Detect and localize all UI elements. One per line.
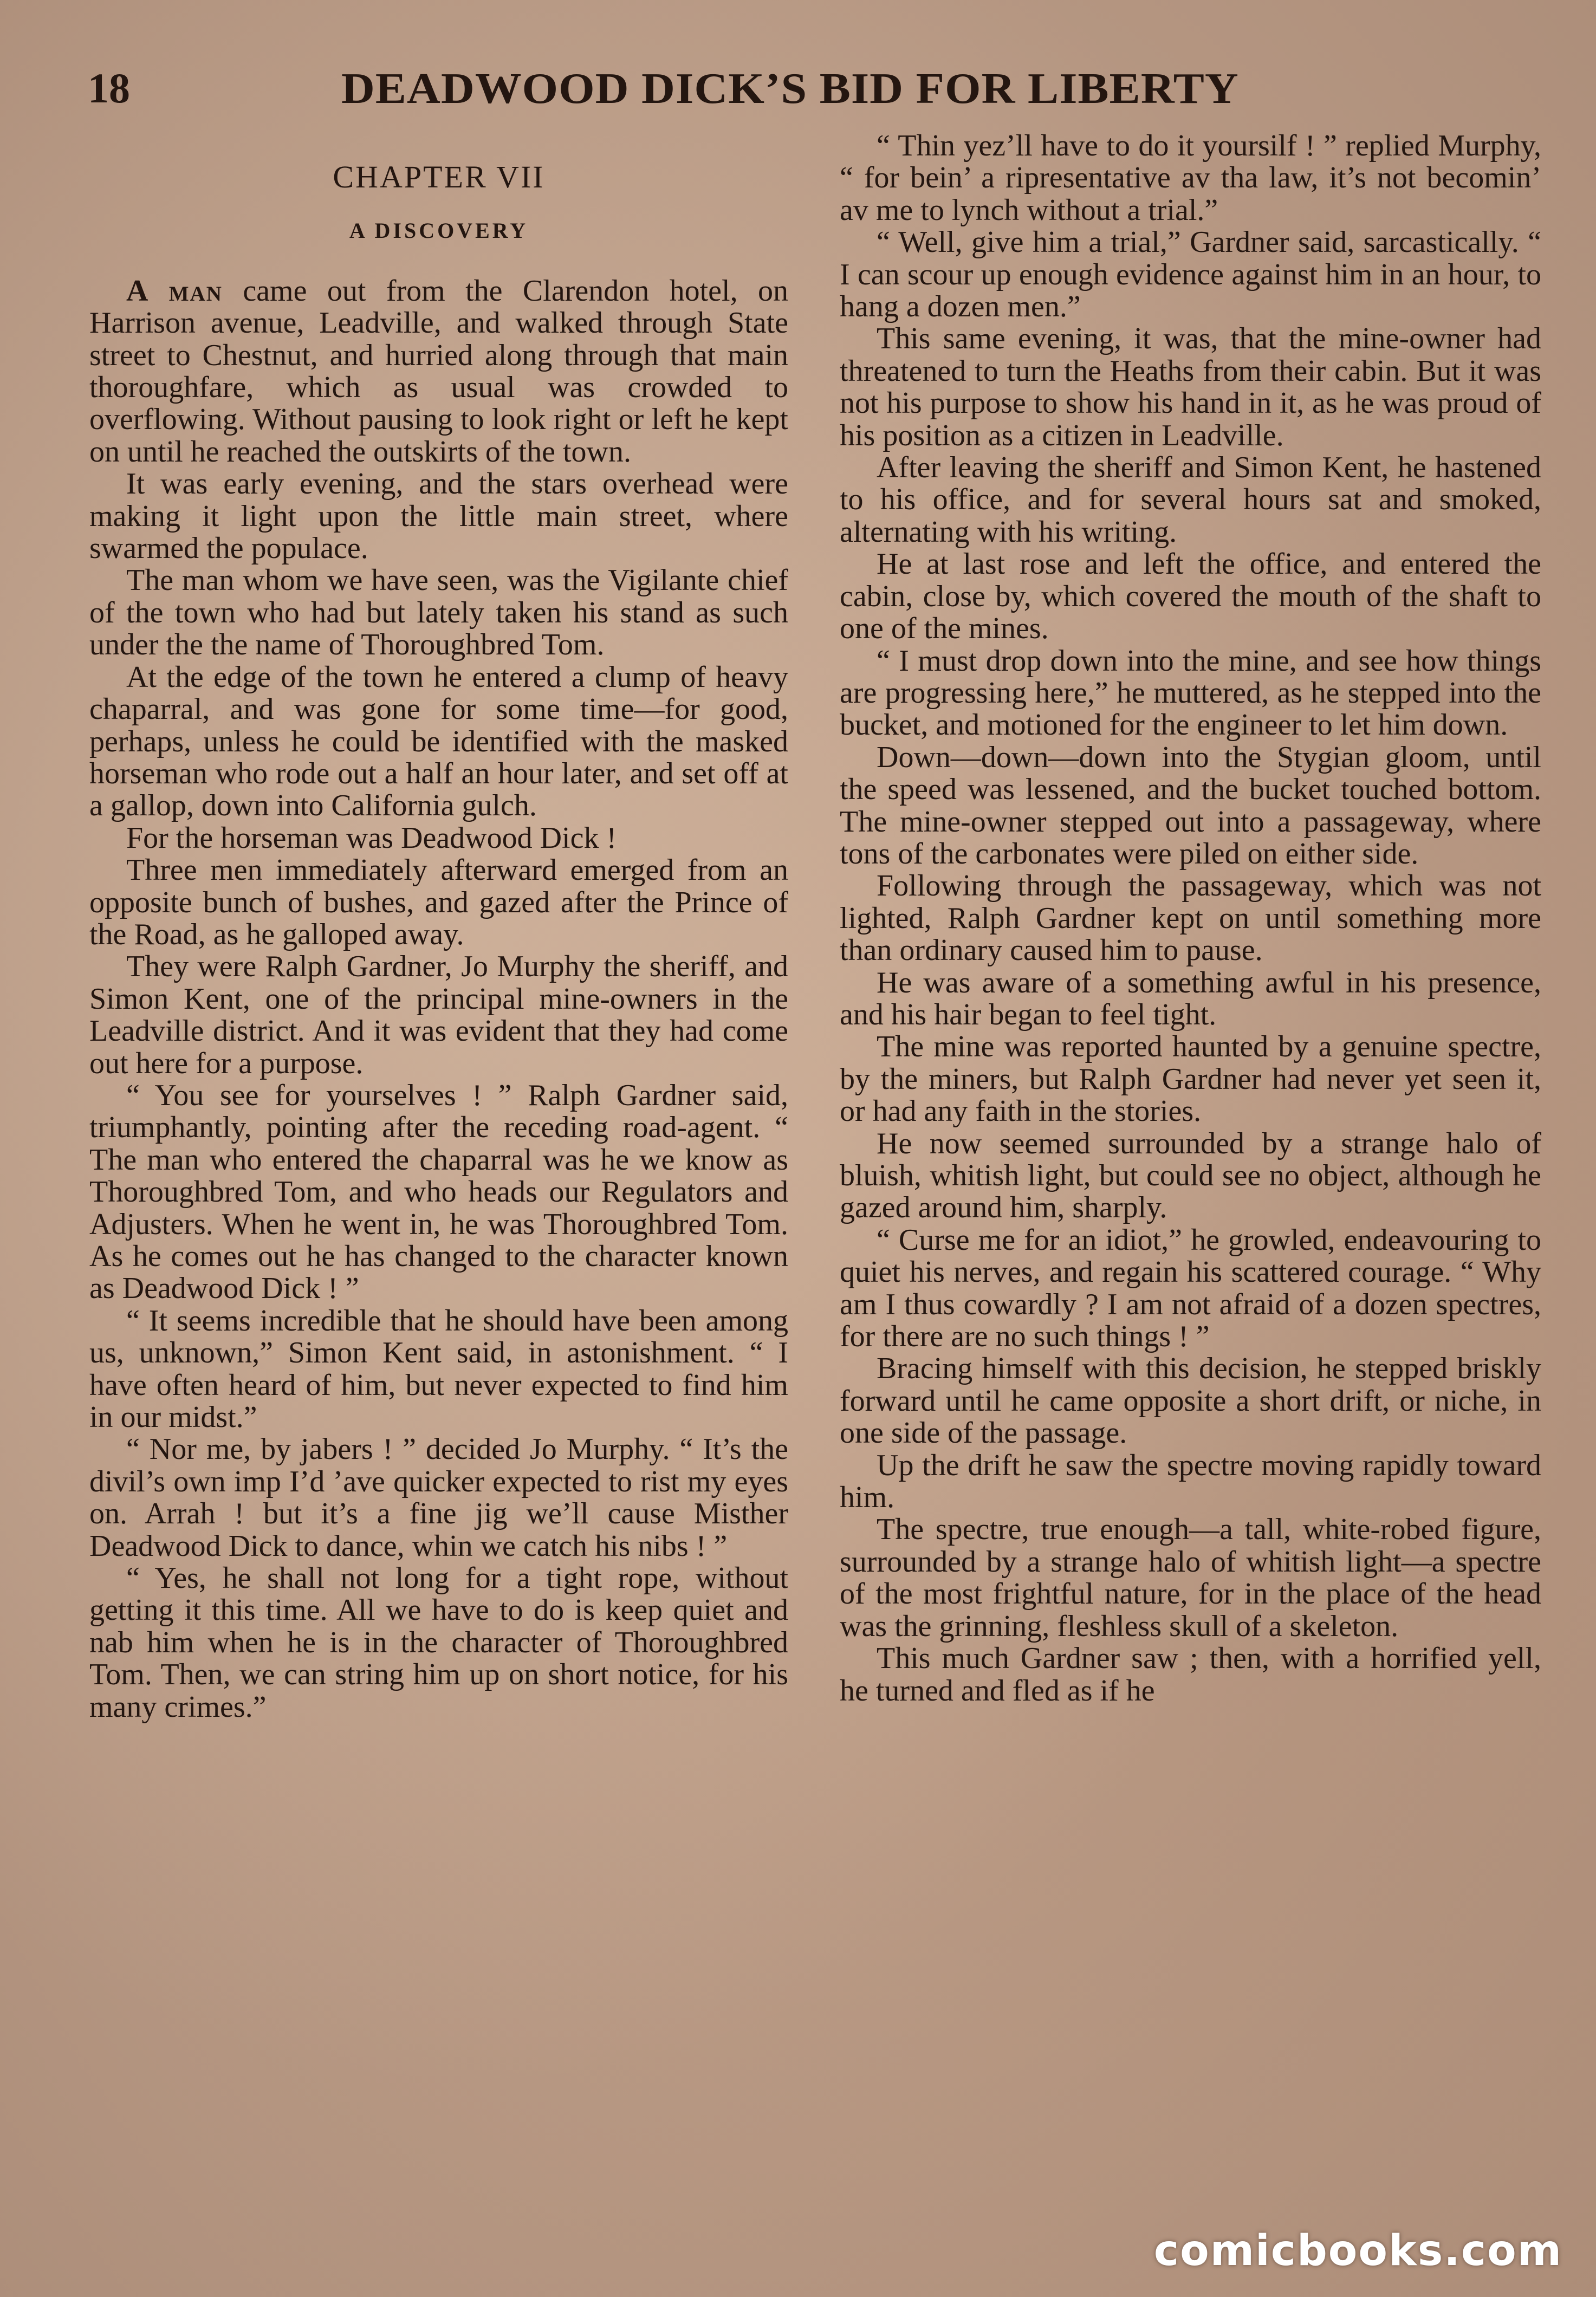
chapter-heading: CHAPTER VII xyxy=(333,159,545,194)
paragraph: The man whom we have seen, was the Vigilante chief of the town who had but lately taken his stand as such under the the name of Thoroughbred Tom. xyxy=(89,563,788,662)
paragraph: “ Curse me for an idiot,” he growled, endeavouring to quiet his nerves, and regain his scattered courage. “ Why am I thus cowardly ? I am not afraid of a dozen spectres, for there are no such things ! ” xyxy=(840,1223,1541,1354)
paragraph: They were Ralph Gardner, Jo Murphy the sheriff, and Simon Kent, one of the principal mine-owners in the Leadville district. And it was evident that they had come out here for a purpose. xyxy=(89,950,788,1080)
watermark: comicbooks.com xyxy=(1153,2227,1562,2275)
page-number: 18 xyxy=(88,64,130,112)
paragraph: “ It seems incredible that he should have been among us, unknown,” Simon Kent said, in astonishment. “ I have often heard of him, but never expected to find him in our midst.” xyxy=(89,1303,788,1435)
paragraph: Down—down—down into the Stygian gloom, until the speed was lessened, and the bucket touched bottom. The mine-owner stepped out into a passageway, where tons of the carbonates were piled on either side. xyxy=(840,740,1541,871)
paragraph: He was aware of a something awful in his presence, and his hair began to feel tight. xyxy=(840,965,1541,1031)
paragraph: Following through the passageway, which was not lighted, Ralph Gardner kept on until something more than ordinary caused him to pause. xyxy=(840,869,1541,968)
opening-paragraph-text: came out from the Clarendon hotel, on Harrison avenue, Leadville, and walked through State street to Chestnut, and hurried along through that main thoroughfare, which as usual was crowded to overflowing. Without pausing to look right or left he kept on until he reached the outskirts of the town. xyxy=(89,274,788,469)
paragraph: “ Nor me, by jabers ! ” decided Jo Murphy. “ It’s the divil’s own imp I’d ’ave quicker expected to rist my eyes on. Arrah ! but it’s a fine jig we’ll cause Misther Deadwood Dick to dance, whin we catch his nibs ! ” xyxy=(89,1432,788,1563)
paragraph: For the horseman was Deadwood Dick ! xyxy=(126,821,617,855)
running-title: DEADWOOD DICK’S BID FOR LIBERTY xyxy=(341,65,1239,113)
opening-paragraph xyxy=(89,275,788,468)
chapter-subtitle: A DISCOVERY xyxy=(349,218,529,243)
paragraph: After leaving the sheriff and Simon Kent, he hastened to his office, and for several hours sat and smoked, alternating with his writing. xyxy=(840,451,1541,549)
paragraph: It was early evening, and the stars overhead were making it light upon the little main street, where swarmed the populace. xyxy=(89,467,788,566)
paragraph: Bracing himself with this decision, he stepped briskly forward until he came opposite a short drift, or niche, in one side of the passage. xyxy=(840,1352,1541,1450)
paragraph: He at last rose and left the office, and entered the cabin, close by, which covered the mouth of the shaft to one of the mines. xyxy=(840,547,1541,646)
opening-lead-smallcaps: A man xyxy=(126,274,223,308)
paragraph: “ Well, give him a trial,” Gardner said, sarcastically. “ I can scour up enough evidence against him in an hour, to hang a dozen men.” xyxy=(840,225,1541,324)
paragraph: He now seemed surrounded by a strange halo of bluish, whitish light, but could see no object, although he gazed around him, sharply. xyxy=(840,1126,1541,1225)
paragraph: The spectre, true enough—a tall, white-robed figure, surrounded by a strange halo of whitish light—a spectre of the most frightful nature, for in the place of the head was the grinning, fleshless skull of a skeleton. xyxy=(840,1513,1541,1643)
paragraph: At the edge of the town he entered a clump of heavy chaparral, and was gone for some time—for good, perhaps, unless he could be identified with the masked horseman who rode out a half an hour later, and set off at a gallop, down into California gulch. xyxy=(89,660,788,823)
paragraph: “ Thin yez’ll have to do it yoursilf ! ” replied Murphy, “ for bein’ a ripresentative av tha law, it’s not becomin’ av me to lynch without a trial.” xyxy=(840,129,1541,227)
paragraph: Three men immediately afterward emerged from an opposite bunch of bushes, and gazed after the Prince of the Road, as he galloped away. xyxy=(89,853,788,951)
paragraph: This much Gardner saw ; then, with a horrified yell, he turned and fled as if he xyxy=(840,1641,1541,1708)
right-column xyxy=(840,130,1541,1707)
paragraph: “ I must drop down into the mine, and see how things are progressing here,” he muttered, as he stepped into the bucket, and motioned for the engineer to let him down. xyxy=(840,644,1541,742)
paragraph: “ Yes, he shall not long for a tight rope, without getting it this time. All we have to do is keep quiet and nab him when he is in the character of Thoroughbred Tom. Then, we can string him up on short notice, for his many crimes.” xyxy=(89,1561,788,1724)
paragraph: This same evening, it was, that the mine-owner had threatened to turn the Heaths from their cabin. But it was not his purpose to show his hand in it, as he was proud of his position as a citizen in Leadville. xyxy=(840,322,1541,452)
paragraph: The mine was reported haunted by a genuine spectre, by the miners, but Ralph Gardner had never yet seen it, or had any faith in the stories. xyxy=(840,1030,1541,1128)
paragraph: “ You see for yourselves ! ” Ralph Gardner said, triumphantly, pointing after the receding road-agent. “ The man who entered the chaparral was he we know as Thoroughbred Tom, and who heads our Regulators and Adjusters. When he went in, he was Thoroughbred Tom. As he comes out he has changed to the character known as Deadwood Dick ! ” xyxy=(89,1078,788,1306)
paragraph: Up the drift he saw the spectre moving rapidly toward him. xyxy=(840,1448,1541,1515)
left-column xyxy=(89,127,788,1723)
